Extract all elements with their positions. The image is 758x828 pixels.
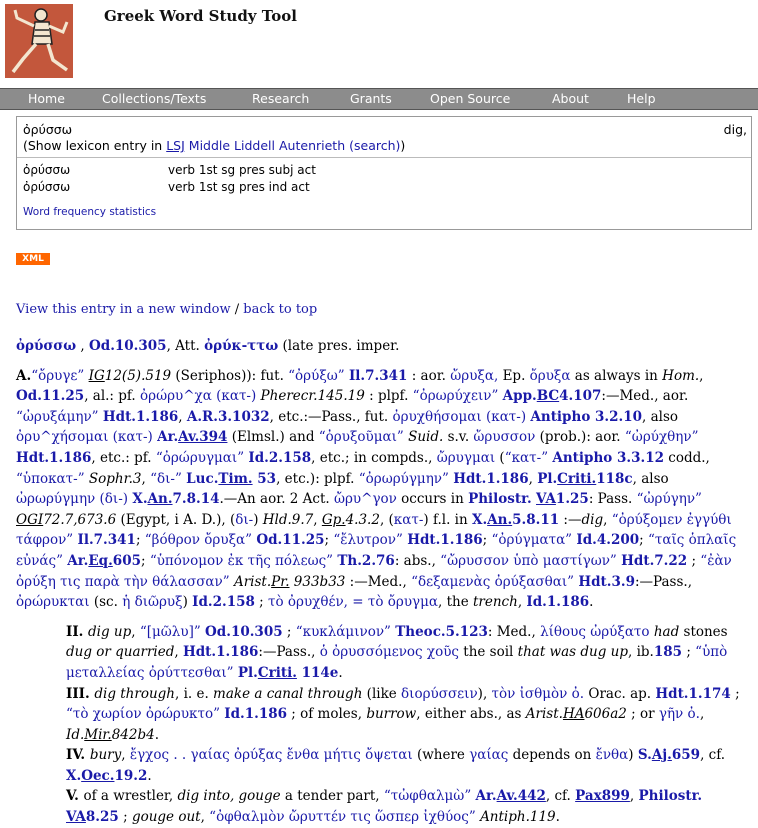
entry-text: . bbox=[338, 664, 343, 681]
italic-text: 842b4 bbox=[111, 726, 155, 743]
citation-link[interactable]: Hdt.1.186 bbox=[407, 532, 483, 549]
entry-text: ) bbox=[182, 594, 193, 611]
entry-text: , also bbox=[632, 470, 669, 487]
entry-text: , ib. bbox=[628, 644, 654, 661]
italic-text: make a canal through bbox=[213, 685, 363, 702]
citation-link[interactable]: VA bbox=[66, 809, 86, 826]
entry-text: ) bbox=[628, 747, 638, 764]
citation-link[interactable]: Hdt.7.22 bbox=[621, 552, 688, 569]
entry-text: ; bbox=[730, 685, 740, 702]
greek-text[interactable]: γαίας bbox=[469, 747, 509, 764]
entry-text: : Pass. bbox=[588, 491, 637, 508]
parse-row bbox=[23, 180, 310, 194]
citation-link[interactable]: ὀρύσσω bbox=[16, 338, 77, 354]
sense-label: III. bbox=[66, 685, 95, 702]
divider bbox=[17, 157, 751, 158]
entry-text: ; bbox=[140, 552, 150, 569]
citation-link[interactable]: Hdt.1.186 bbox=[102, 408, 179, 425]
citation-link[interactable]: Tim. bbox=[218, 470, 253, 487]
italic-text: OGI bbox=[16, 511, 44, 528]
citation-link[interactable]: Hdt.1.186 bbox=[453, 470, 529, 487]
show-suffix: ) bbox=[400, 138, 406, 153]
italic-text: bury bbox=[89, 747, 122, 764]
entry-text: ; bbox=[482, 532, 492, 549]
entry-text: , bbox=[121, 747, 130, 764]
italic-text: 4.3.2 bbox=[345, 511, 380, 528]
greek-text[interactable]: “ὀρύξω” bbox=[288, 367, 345, 384]
greek-text[interactable]: “ὑπὸ μεταλλείας ὀρύττεσθαι” bbox=[66, 644, 728, 681]
nav-open-source[interactable]: Open Source bbox=[430, 91, 511, 106]
greek-text[interactable]: “δι-” bbox=[150, 470, 182, 487]
entry-text: the soil bbox=[458, 644, 518, 661]
entry-text: , bbox=[528, 470, 538, 487]
greek-text[interactable]: “βόθρον ὄρυξα” bbox=[144, 532, 253, 549]
italic-text: Sophr.3 bbox=[88, 470, 142, 487]
greek-text[interactable]: ὀρυχθήσομαι (κατ-) bbox=[392, 408, 527, 425]
show-prefix: (Show lexicon entry in bbox=[23, 138, 163, 153]
greek-text[interactable]: κατ- bbox=[393, 511, 424, 528]
entry-text: : plpf. bbox=[364, 388, 413, 405]
citation-link[interactable]: 8.25 bbox=[85, 809, 119, 826]
citation-link[interactable]: Od.10.305 bbox=[89, 338, 167, 354]
greek-text[interactable]: ὤρυγμαι bbox=[436, 449, 496, 466]
citation-link[interactable]: S. bbox=[637, 747, 652, 764]
citation-link[interactable]: Id.2.158 bbox=[248, 449, 312, 466]
greek-text[interactable]: διορύσσειν bbox=[401, 685, 478, 702]
greek-text[interactable]: “ὀρώρυγμαι” bbox=[155, 449, 245, 466]
entry-text: , bbox=[131, 623, 140, 640]
entry-text: , bbox=[178, 408, 187, 425]
citation-link[interactable]: Ar. bbox=[67, 552, 89, 569]
site-logo[interactable] bbox=[5, 4, 73, 78]
greek-text[interactable]: ἔγχος . . γαίας ὀρύξας ἔνθα μήτις ὄψεται bbox=[129, 747, 413, 764]
citation-link[interactable]: Hdt.1.186 bbox=[16, 449, 92, 466]
parse-analysis: verb 1st sg pres ind act bbox=[168, 180, 310, 194]
entry-text: , cf. bbox=[700, 747, 726, 764]
entry-text: :—Med., bbox=[345, 573, 412, 590]
italic-text: gouge out bbox=[131, 809, 201, 826]
sense-iv bbox=[66, 745, 750, 786]
entry-text: stones bbox=[679, 623, 728, 640]
citation-link[interactable]: X. bbox=[471, 511, 488, 528]
entry-text: ), bbox=[477, 685, 492, 702]
citation-link[interactable]: Criti. bbox=[557, 470, 597, 487]
nav-home[interactable]: Home bbox=[28, 91, 65, 106]
xml-button[interactable]: XML bbox=[16, 253, 50, 265]
citation-link[interactable]: 4.107 bbox=[559, 388, 602, 405]
greek-text[interactable]: ὀρώρυκται bbox=[16, 594, 90, 611]
citation-link[interactable]: An. bbox=[147, 491, 173, 508]
italic-text: dig through bbox=[94, 685, 175, 702]
italic-text: Arist. bbox=[233, 573, 272, 590]
entry-text: :— bbox=[559, 511, 582, 528]
citation-link[interactable]: 659 bbox=[671, 747, 701, 764]
citation-link[interactable]: ὀρύκ-ττω bbox=[204, 338, 279, 354]
greek-text[interactable]: “ὀρύξομεν ἐγγύθι τάφρον” bbox=[16, 511, 732, 549]
citation-link[interactable]: Av.442 bbox=[496, 788, 546, 805]
citation-link[interactable]: Oec. bbox=[81, 767, 115, 784]
lexicon-entry bbox=[16, 336, 750, 828]
italic-text: Gp. bbox=[321, 511, 346, 528]
entry-text: , al.: pf. bbox=[84, 388, 141, 405]
link-separator: / bbox=[230, 302, 244, 317]
greek-text[interactable]: “ὀρυξοῦμαι” bbox=[318, 429, 404, 446]
entry-text: , bbox=[174, 644, 183, 661]
italic-text: that was dug up bbox=[517, 644, 628, 661]
entry-text: , bbox=[517, 594, 527, 611]
entry-text: of a wrestler, bbox=[83, 788, 178, 805]
citation-link[interactable]: Id.2.158 bbox=[192, 594, 255, 611]
citation-link[interactable]: Pl. bbox=[237, 664, 258, 681]
italic-text: Suid. bbox=[408, 429, 444, 446]
entry-text: ( bbox=[495, 449, 505, 466]
italic-text: HA bbox=[562, 706, 585, 723]
citation-link[interactable]: 19.2 bbox=[114, 767, 148, 784]
entry-text: :—Pass., bbox=[258, 644, 320, 661]
greek-text[interactable]: “τὠφθαλμὼ” bbox=[383, 788, 472, 805]
sense-a bbox=[16, 366, 750, 613]
parse-form: ὀρύσσω bbox=[23, 163, 71, 177]
citation-link[interactable]: Ar. bbox=[157, 429, 179, 446]
entry-text: ) f.l. in bbox=[423, 511, 472, 528]
citation-link[interactable]: Aj. bbox=[651, 747, 672, 764]
citation-link[interactable]: 185 bbox=[653, 644, 683, 661]
greek-text[interactable]: ἡ διῶρυξ bbox=[122, 594, 183, 611]
main-nav bbox=[0, 88, 758, 110]
entry-text: . bbox=[154, 726, 159, 743]
entry-text: . bbox=[589, 594, 594, 611]
citation-link[interactable]: 53 bbox=[252, 470, 277, 487]
entry-headword-line bbox=[16, 336, 750, 357]
entry-text: , bbox=[629, 788, 639, 805]
sense-label: A. bbox=[16, 367, 32, 384]
sense-label: II. bbox=[66, 623, 89, 640]
greek-text[interactable]: ὀρώρυ^χα (κατ-) bbox=[140, 388, 257, 405]
citation-link[interactable]: Il.7.341 bbox=[77, 532, 136, 549]
italic-text: Arist. bbox=[525, 706, 563, 723]
entry-text: , etc.): plpf. bbox=[276, 470, 359, 487]
entry-text: Ep. bbox=[498, 367, 530, 384]
greek-text[interactable]: γῆν ὀ. bbox=[658, 706, 700, 723]
entry-text: , the bbox=[438, 594, 473, 611]
entry-text: a tender part, bbox=[280, 788, 384, 805]
citation-link[interactable]: 1.25 bbox=[555, 491, 589, 508]
site-title: Greek Word Study Tool bbox=[104, 7, 297, 25]
greek-text[interactable]: ὀρυ^χήσομαι (κατ-) bbox=[16, 429, 153, 446]
autenrieth-link[interactable]: Autenrieth bbox=[279, 138, 346, 153]
sense-label: IV. bbox=[66, 747, 90, 764]
citation-link[interactable]: App. bbox=[502, 388, 537, 405]
greek-text[interactable]: “τὸ χωρίον ὀρώρυκτο” bbox=[66, 706, 220, 723]
greek-text[interactable]: ὤρυσσον bbox=[473, 429, 536, 446]
italic-text: Hld.9.7 bbox=[262, 511, 314, 528]
lexicon-links bbox=[23, 138, 405, 153]
citation-link[interactable]: Id.4.200 bbox=[576, 532, 640, 549]
citation-link[interactable]: Antipho 3.2.10 bbox=[530, 408, 642, 425]
entry-text: ; bbox=[639, 532, 648, 549]
entry-text: (sc. bbox=[89, 594, 123, 611]
citation-link[interactable]: Criti. bbox=[257, 664, 297, 681]
italic-text: 72.7,673.6 bbox=[43, 511, 117, 528]
nav-collections[interactable]: Collections/Texts bbox=[102, 91, 207, 106]
entry-text: , etc.; in compds., bbox=[311, 449, 437, 466]
italic-text: Id. bbox=[66, 726, 85, 743]
greek-text[interactable]: “ὀρωρύχειν” bbox=[412, 388, 499, 405]
entry-text: (Elmsl.) and bbox=[227, 429, 319, 446]
sense-label: V. bbox=[66, 788, 84, 805]
greek-text[interactable]: λίθους ὠρύξατο bbox=[540, 623, 650, 640]
greek-text[interactable]: “ὄρυγε” bbox=[31, 367, 85, 384]
entry-text: ; bbox=[254, 594, 269, 611]
citation-link[interactable]: Hdt.1.186 bbox=[182, 644, 259, 661]
entry-text: , bbox=[603, 511, 612, 528]
entry-text: ; or bbox=[626, 706, 659, 723]
citation-link[interactable]: Philostr. bbox=[638, 788, 703, 805]
citation-link[interactable]: Th.2.76 bbox=[337, 552, 395, 569]
entry-text: ; bbox=[118, 809, 132, 826]
entry-text: . bbox=[147, 767, 152, 784]
entry-text: .—An aor. 2 Act. bbox=[219, 491, 334, 508]
greek-text[interactable]: “ὠρύχθην” bbox=[624, 429, 699, 446]
nav-grants[interactable]: Grants bbox=[350, 91, 392, 106]
greek-text[interactable]: δι- bbox=[235, 511, 254, 528]
citation-link[interactable]: BC bbox=[536, 388, 560, 405]
greek-text[interactable]: “ὤρυσσον ὑπὸ μαστίγων” bbox=[440, 552, 617, 569]
entry-text: Orac. ap. bbox=[584, 685, 656, 702]
citation-link[interactable]: 5.8.11 bbox=[512, 511, 560, 528]
italic-text: Mir. bbox=[84, 726, 112, 743]
citation-link[interactable]: Av.394 bbox=[178, 429, 228, 446]
greek-text[interactable]: “ὀρύγματα” bbox=[491, 532, 573, 549]
entry-text: , bbox=[141, 470, 151, 487]
entry-text: :—Pass., bbox=[634, 573, 692, 590]
new-window-link[interactable]: View this entry in a new window bbox=[16, 302, 231, 317]
italic-text: 933b33 bbox=[289, 573, 346, 590]
italic-text: Pherecr.145.19 bbox=[260, 388, 365, 405]
word-info-box bbox=[16, 116, 752, 230]
entry-text: (prob.): aor. bbox=[535, 429, 625, 446]
citation-link[interactable]: X. bbox=[66, 767, 82, 784]
entry-text: codd., bbox=[663, 449, 710, 466]
citation-link[interactable]: 605 bbox=[112, 552, 141, 569]
entry-text: as always in bbox=[570, 367, 663, 384]
entry-text: ) bbox=[253, 511, 263, 528]
greek-text[interactable]: “ὀφθαλμὸν ὤρυττέν τις ὥσπερ ἰχθύος” bbox=[209, 809, 476, 826]
entry-text: (Seriphos)): fut. bbox=[171, 367, 289, 384]
citation-link[interactable]: Ar. bbox=[475, 788, 497, 805]
entry-text: , Att. bbox=[166, 338, 205, 354]
citation-link[interactable]: A.R.3.1032 bbox=[186, 408, 270, 425]
citation-link[interactable]: Luc. bbox=[186, 470, 219, 487]
citation-link[interactable]: Il.7.341 bbox=[348, 367, 408, 384]
entry-text: : Med., bbox=[487, 623, 541, 640]
italic-text: 606a2 bbox=[584, 706, 627, 723]
lsj-link[interactable]: LSJ bbox=[166, 138, 185, 153]
greek-text[interactable]: “[μῶλυ]” bbox=[139, 623, 201, 640]
citation-link[interactable]: Hdt.1.174 bbox=[655, 685, 731, 702]
italic-text: burrow bbox=[366, 706, 417, 723]
nav-about[interactable]: About bbox=[552, 91, 589, 106]
entry-text: , bbox=[200, 809, 210, 826]
italic-text: dig into, gouge bbox=[177, 788, 281, 805]
entry-text: (Egypt, i A. D.), ( bbox=[116, 511, 236, 528]
greek-text[interactable]: “κυκλάμινον” bbox=[295, 623, 391, 640]
italic-text: had bbox=[653, 623, 680, 640]
sense-iii bbox=[66, 684, 750, 746]
italic-text: Antiph.119 bbox=[480, 809, 556, 826]
entry-text: :—Med., aor. bbox=[601, 388, 689, 405]
citation-link[interactable]: Eq. bbox=[88, 552, 113, 569]
parse-analysis: verb 1st sg pres subj act bbox=[168, 163, 316, 177]
greek-text[interactable]: ὄρυξα bbox=[529, 367, 571, 384]
entry-text: , either abs., as bbox=[416, 706, 526, 723]
site-header bbox=[0, 0, 758, 88]
entry-text: occurs in bbox=[396, 491, 469, 508]
greek-text[interactable]: “ὀρωρύγμην” bbox=[358, 470, 449, 487]
citation-link[interactable]: Pax899 bbox=[575, 788, 630, 805]
citation-link[interactable]: VA bbox=[536, 491, 556, 508]
entry-text: , also bbox=[642, 408, 679, 425]
sense-v bbox=[66, 786, 750, 827]
italic-text: dig bbox=[581, 511, 604, 528]
entry-text: , bbox=[699, 706, 705, 723]
citation-link[interactable]: 114e bbox=[296, 664, 339, 681]
entry-text: ; bbox=[324, 532, 334, 549]
greek-text[interactable]: ὤρυ^γον bbox=[333, 491, 397, 508]
entry-text: , bbox=[313, 511, 322, 528]
word-frequency-link[interactable]: Word frequency statistics bbox=[23, 206, 157, 218]
greek-text[interactable]: τὸ ὀρυχθέν, = τὸ ὄρυγμα bbox=[268, 594, 438, 611]
entry-text: , bbox=[699, 367, 704, 384]
citation-link[interactable]: X. bbox=[132, 491, 148, 508]
entry-text: ; of moles, bbox=[287, 706, 367, 723]
search-link[interactable]: (search) bbox=[349, 138, 401, 153]
italic-text: Hom. bbox=[662, 367, 700, 384]
greek-text[interactable]: ὠρωρύγμην (δι-) bbox=[16, 491, 129, 508]
entry-text: ; bbox=[687, 552, 701, 569]
greek-text[interactable]: τὸν ἰσθμὸν ὀ. bbox=[491, 685, 585, 702]
greek-text[interactable]: “ἐὰν ὀρύξη τις παρὰ τὴν θάλασσαν” bbox=[16, 552, 732, 590]
citation-link[interactable]: Philostr. bbox=[468, 491, 532, 508]
italic-text: Pr. bbox=[271, 573, 290, 590]
entry-text: , etc.:—Pass., fut. bbox=[269, 408, 393, 425]
italic-text: trench bbox=[472, 594, 518, 611]
greek-text[interactable]: ἔνθα bbox=[595, 747, 629, 764]
greek-text[interactable]: “ταῖς ὁπλαῖς εὐνάς” bbox=[16, 532, 737, 569]
back-to-top-link[interactable]: back to top bbox=[243, 302, 318, 317]
greek-text[interactable]: “ὠρύγην” bbox=[636, 491, 702, 508]
greek-text[interactable]: ὤρυξα, bbox=[450, 367, 499, 384]
greek-text[interactable]: “δεξαμενὰς ὀρύξασθαι” bbox=[411, 573, 575, 590]
citation-link[interactable]: An. bbox=[487, 511, 513, 528]
sense-ii bbox=[66, 622, 750, 684]
entry-text: , cf. bbox=[545, 788, 576, 805]
citation-link[interactable]: 7.8.14 bbox=[172, 491, 220, 508]
citation-link[interactable]: Hdt.3.9 bbox=[578, 573, 635, 590]
parse-row bbox=[23, 163, 316, 177]
entry-text: (like bbox=[362, 685, 402, 702]
nav-help[interactable]: Help bbox=[627, 91, 656, 106]
entry-text: ; bbox=[682, 644, 696, 661]
italic-text: dig up bbox=[88, 623, 132, 640]
italic-text: .519 bbox=[141, 367, 172, 384]
entry-text: : abs., bbox=[394, 552, 441, 569]
entry-text: ; bbox=[135, 532, 145, 549]
parse-form: ὀρύσσω bbox=[23, 180, 71, 194]
italic-text: dug or quarried bbox=[66, 644, 175, 661]
entry-text: ; bbox=[282, 623, 296, 640]
greek-text[interactable]: “ὠρυξάμην” bbox=[16, 408, 99, 425]
citation-link[interactable]: 118c bbox=[596, 470, 633, 487]
greek-runner-icon bbox=[5, 4, 73, 78]
italic-text: 12(5) bbox=[104, 367, 142, 384]
entry-links bbox=[16, 302, 317, 317]
citation-link[interactable]: Id.1.186 bbox=[224, 706, 288, 723]
citation-link[interactable]: Od.10.305 bbox=[205, 623, 283, 640]
entry-text: , ( bbox=[379, 511, 394, 528]
entry-text: , i. e. bbox=[174, 685, 214, 702]
greek-text[interactable]: ὁ ὀρυσσόμενος χοῦς bbox=[319, 644, 459, 661]
greek-text[interactable]: “κατ-” bbox=[504, 449, 549, 466]
italic-text: IG bbox=[88, 367, 105, 384]
greek-text[interactable]: “ἔλυτρον” bbox=[333, 532, 403, 549]
entry-text: , bbox=[76, 338, 89, 354]
lemma: ὀρύσσω bbox=[23, 122, 73, 137]
entry-text: (where bbox=[412, 747, 470, 764]
entry-text: . bbox=[555, 809, 560, 826]
citation-link[interactable]: Pl. bbox=[537, 470, 558, 487]
nav-research[interactable]: Research bbox=[252, 91, 310, 106]
middle-liddell-link[interactable]: Middle Liddell bbox=[188, 138, 276, 153]
greek-text[interactable]: “ὑπόνομον ἐκ τῆς πόλεως” bbox=[149, 552, 334, 569]
greek-text[interactable]: “ὑποκατ-” bbox=[16, 470, 85, 487]
entry-text: : aor. bbox=[407, 367, 451, 384]
short-gloss: dig, bbox=[723, 122, 747, 137]
entry-text: (late pres. imper. bbox=[278, 338, 400, 354]
entry-text: s.v. bbox=[443, 429, 474, 446]
entry-text: , etc.: pf. bbox=[91, 449, 156, 466]
entry-text: depends on bbox=[508, 747, 596, 764]
citation-link[interactable]: Od.11.25 bbox=[256, 532, 325, 549]
citation-link[interactable]: Theoc.5.123 bbox=[395, 623, 488, 640]
citation-link[interactable]: Antipho 3.3.12 bbox=[552, 449, 664, 466]
citation-link[interactable]: Od.11.25 bbox=[16, 388, 85, 405]
citation-link[interactable]: Id.1.186 bbox=[526, 594, 590, 611]
